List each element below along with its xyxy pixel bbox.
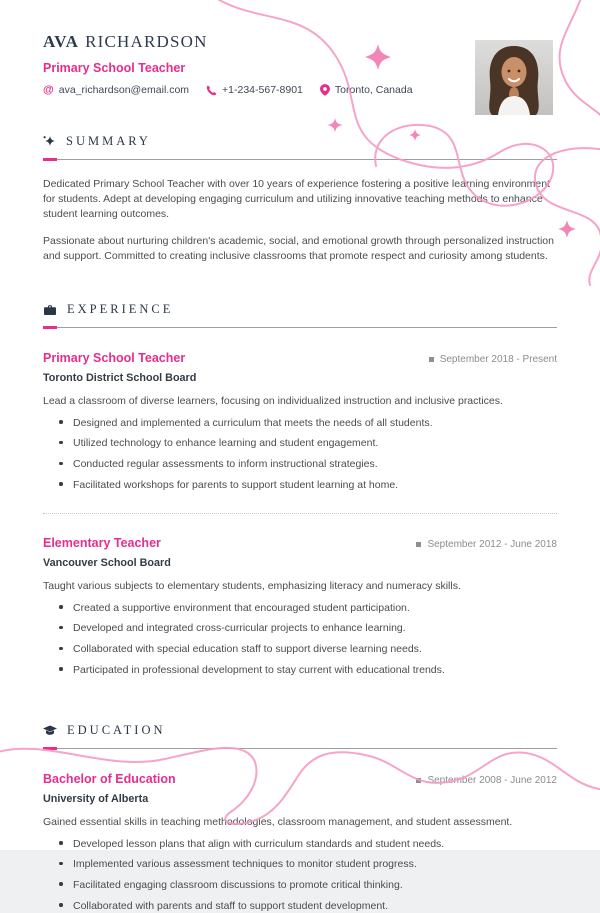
education-bullet-list xyxy=(59,837,557,913)
job-bullet-list xyxy=(59,416,557,492)
date-text: September 2008 - June 2012 xyxy=(427,774,557,786)
list-item: Developed and integrated cross-curricular projects to enhance learning. xyxy=(59,621,557,635)
job-company: Toronto District School Board xyxy=(43,372,197,385)
summary-paragraph: Passionate about nurturing children's academic, social, and emotional growth through personalized instruction and support. Committed to creating inclusive classrooms that promote respect and curiosity among students. xyxy=(43,234,554,262)
date-text: September 2012 - June 2018 xyxy=(427,538,557,550)
at-icon: @ xyxy=(43,84,54,96)
experience-entry xyxy=(43,351,557,492)
list-item: Facilitated engaging classroom discussions to promote critical thinking. xyxy=(59,878,557,892)
list-item: Participated in professional development to stay current with educational trends. xyxy=(59,663,557,677)
profile-photo xyxy=(475,40,553,115)
phone-text: +1-234-567-8901 xyxy=(222,84,303,96)
list-item: Created a supportive environment that encouraged student participation. xyxy=(59,601,557,615)
list-item: Developed lesson plans that align with curriculum standards and student needs. xyxy=(59,837,557,851)
briefcase-icon xyxy=(43,304,57,316)
job-bullet-list xyxy=(59,601,557,677)
date-square-icon xyxy=(429,357,434,362)
entry-divider xyxy=(43,513,557,514)
summary-paragraph: Dedicated Primary School Teacher with over 10 years of experience fostering a positive learning environment for students. Adept at developing engaging curriculum and utilizing innovative teaching methods to enhance student learning outcomes. xyxy=(43,178,550,221)
degree-title: Bachelor of Education xyxy=(43,771,176,786)
contact-location xyxy=(320,84,413,96)
email-text: ava_richardson@email.com xyxy=(58,84,190,96)
education-heading-label: EDUCATION xyxy=(67,722,166,737)
contact-email xyxy=(43,84,189,96)
list-item: Facilitated workshops for parents to support student learning at home. xyxy=(59,478,557,492)
job-description: Taught various subjects to elementary students, emphasizing literacy and numeracy skills. xyxy=(43,579,461,592)
date-text: September 2018 - Present xyxy=(439,354,557,366)
job-title: Elementary Teacher xyxy=(43,535,161,550)
education-description: Gained essential skills in teaching methodologies, classroom management, and student assessment. xyxy=(43,815,513,828)
section-rule xyxy=(43,747,557,750)
job-company: Vancouver School Board xyxy=(43,556,171,569)
location-pin-icon xyxy=(320,84,330,96)
section-rule xyxy=(43,158,557,161)
summary-text xyxy=(43,177,557,264)
date-square-icon xyxy=(416,542,421,547)
contact-phone xyxy=(206,84,303,96)
list-item: Utilized technology to enhance learning and student engagement. xyxy=(59,436,557,450)
section-summary xyxy=(43,134,557,264)
sparkle-icon xyxy=(43,135,56,148)
experience-heading xyxy=(43,302,557,317)
job-date xyxy=(416,539,557,550)
phone-icon xyxy=(206,85,217,96)
summary-heading xyxy=(43,134,557,149)
education-date xyxy=(416,775,557,786)
list-item: Designed and implemented a curriculum that meets the needs of all students. xyxy=(59,416,557,430)
education-heading xyxy=(43,723,557,738)
experience-entry xyxy=(43,536,557,677)
graduation-cap-icon xyxy=(43,725,57,736)
list-item: Collaborated with special education staff to support diverse learning needs. xyxy=(59,642,557,656)
section-education xyxy=(43,723,557,913)
location-text: Toronto, Canada xyxy=(334,84,413,96)
list-item: Implemented various assessment techniques to monitor student progress. xyxy=(59,857,557,871)
job-title: Primary School Teacher xyxy=(43,351,186,366)
section-rule xyxy=(43,326,557,329)
job-date xyxy=(429,354,557,365)
section-experience xyxy=(43,302,557,677)
summary-heading-label: SUMMARY xyxy=(66,134,151,148)
list-item: Conducted regular assessments to inform instructional strategies. xyxy=(59,457,557,471)
list-item: Collaborated with parents and staff to support student development. xyxy=(59,899,557,913)
headline-job-title: Primary School Teacher xyxy=(43,61,186,75)
date-square-icon xyxy=(416,778,421,783)
experience-heading-label: EXPERIENCE xyxy=(67,302,174,317)
first-name: AVA xyxy=(43,32,80,51)
school-name: University of Alberta xyxy=(43,792,149,805)
job-description: Lead a classroom of diverse learners, focusing on individualized instruction and inclusive practices. xyxy=(43,395,503,408)
education-entry xyxy=(43,772,557,913)
last-name: RICHARDSON xyxy=(85,32,208,51)
